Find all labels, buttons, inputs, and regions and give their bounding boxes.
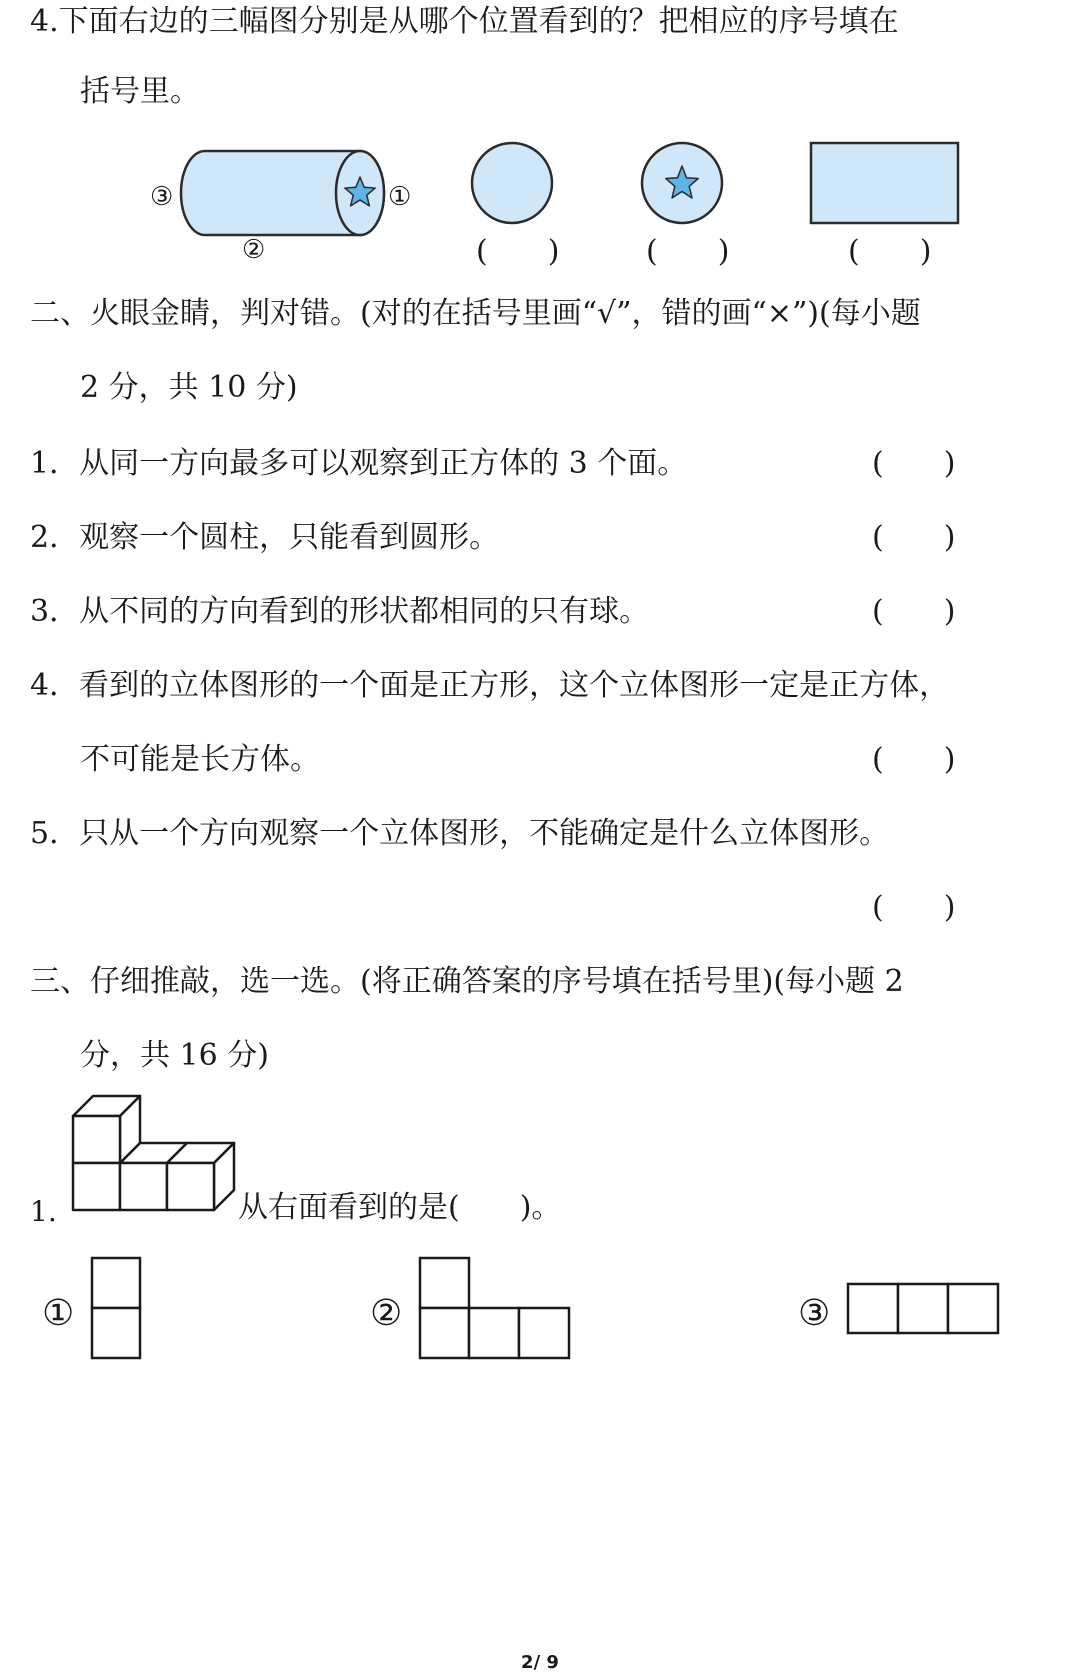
cylinder-label-bottom: ② <box>242 235 266 265</box>
option-3-figure <box>848 1284 998 1333</box>
section2-heading-line2: 2 分，共 10 分) <box>80 370 298 405</box>
option-1-label: ① <box>42 1293 75 1334</box>
option-2-figure <box>420 1258 569 1358</box>
tf-item-1-paren[interactable]: ( ) <box>872 446 956 481</box>
tf-item-2-text: 2．观察一个圆柱，只能看到圆形。 <box>30 520 500 555</box>
cylinder-label-left: ③ <box>150 182 174 212</box>
option-2-label: ② <box>370 1293 403 1334</box>
tf-item-3-paren[interactable]: ( ) <box>872 594 956 629</box>
q4-answer-paren-2[interactable]: ( ) <box>646 234 730 269</box>
option-3-label: ③ <box>798 1293 831 1334</box>
section3-heading-line1: 三、仔细推敲，选一选。(将正确答案的序号填在括号里)(每小题 2 <box>30 964 904 999</box>
cylinder-label-right: ① <box>388 182 412 212</box>
tf-item-4-text: 4．看到的立体图形的一个面是正方形，这个立体图形一定是正方体， <box>30 668 950 703</box>
cylinder-figure <box>150 151 411 265</box>
view-circle-plain <box>472 143 552 223</box>
q4-text-line2: 括号里。 <box>80 74 200 109</box>
q1-text: 从右面看到的是( )。 <box>238 1190 562 1225</box>
tf-item-3-text: 3．从不同的方向看到的形状都相同的只有球。 <box>30 594 650 629</box>
section3-heading-line2: 分，共 16 分) <box>80 1038 269 1073</box>
tf-item-1-text: 1．从同一方向最多可以观察到正方体的 3 个面。 <box>30 446 688 481</box>
cube-stack-figure <box>73 1096 234 1210</box>
option-1-figure <box>92 1258 140 1358</box>
q1-number: 1. <box>30 1195 57 1228</box>
q4-text-line1: 4.下面右边的三幅图分别是从哪个位置看到的？把相应的序号填在 <box>30 4 899 39</box>
q4-answer-paren-1[interactable]: ( ) <box>476 234 560 269</box>
view-rectangle <box>811 143 958 223</box>
page-number: 2/ 9 <box>521 1652 559 1673</box>
tf-item-5-text: 5．只从一个方向观察一个立体图形，不能确定是什么立体图形。 <box>30 816 890 851</box>
tf-item-4-paren[interactable]: ( ) <box>872 742 956 777</box>
q4-answer-paren-3[interactable]: ( ) <box>848 234 932 269</box>
section2-heading-line1: 二、火眼金睛，判对错。(对的在括号里画“√”，错的画“×”)(每小题 <box>30 296 921 331</box>
tf-item-5-paren[interactable]: ( ) <box>872 890 956 925</box>
tf-item-4-continuation: 不可能是长方体。 <box>80 742 320 777</box>
tf-item-2-paren[interactable]: ( ) <box>872 520 956 555</box>
view-circle-with-star <box>642 143 722 223</box>
